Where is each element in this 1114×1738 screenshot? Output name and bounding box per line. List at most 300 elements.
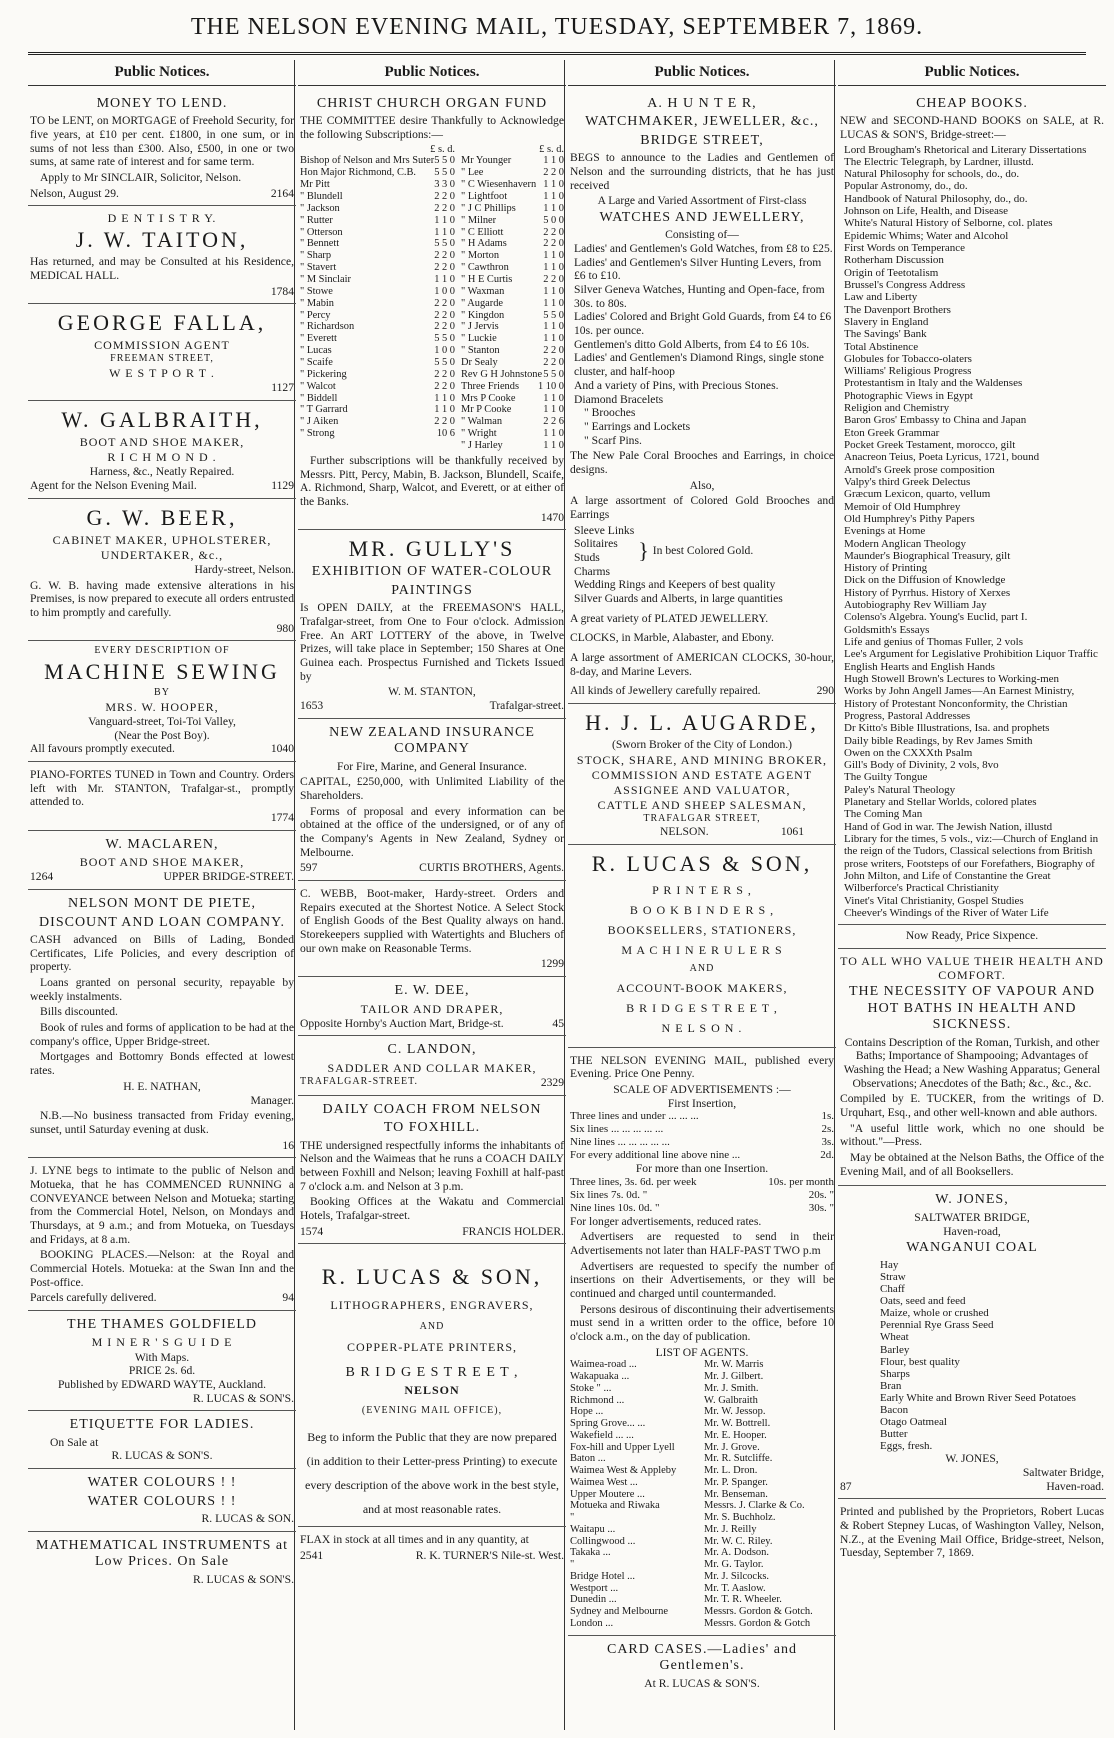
subscription-amount: 1 0 0: [434, 285, 455, 297]
ad-town: NELSON: [404, 1383, 460, 1398]
subscription-amount: 2 2 0: [434, 368, 455, 380]
ad-name: GEORGE FALLA,: [57, 310, 267, 336]
produce-item: Barley: [880, 1343, 910, 1356]
subscription-amount: 1 1 0: [543, 155, 564, 167]
ad-line: Harness, &c., Neatly Repaired.: [89, 465, 235, 479]
subscription-amount: 1 1 0: [434, 226, 455, 238]
subscription-row: [300, 167, 455, 179]
subscription-row: [300, 286, 455, 298]
agent-name: Mr. J. Smith.: [704, 1382, 759, 1394]
subscriber-name: Mr Younger: [461, 155, 512, 167]
book-item: The Savings' Bank: [844, 328, 927, 341]
agent-place: Collingwood ...: [570, 1535, 636, 1547]
subscription-amount: 3 3 0: [434, 179, 455, 191]
ad-gold: A large assortment of Colored Gold Brooches and Earrings: [570, 494, 834, 521]
gold-item: Studs: [574, 550, 600, 564]
ad-line: B O O K B I N D E R S ,: [629, 902, 775, 917]
ad-number: 1127: [271, 381, 294, 395]
subscriber-name: " Strong: [300, 428, 335, 440]
produce-item: Bran: [880, 1379, 902, 1392]
scale-price: 30s. ": [808, 1201, 834, 1214]
ad-body: Beg to inform the Public that they are now prepared (in addition to their Letter-press Printing) to execute every description of the above work in the best style, and at most reasonable rates.: [305, 1430, 559, 1516]
book-item: Memoir of Old Humphrey: [844, 500, 961, 513]
jewellery-item: Ladies' and Gentlemen's Silver Hunting Levers, from £6 to £10.: [574, 255, 822, 283]
ad-heading: NEW ZEALAND INSURANCE COMPANY: [329, 724, 535, 757]
ad-body: Bills discounted.: [40, 1005, 118, 1019]
scale-label: Six lines 7s. 0d. ": [570, 1188, 648, 1201]
subscription-row: [300, 310, 455, 322]
agents-list: [570, 1359, 834, 1629]
book-item: Law and Liberty: [844, 291, 918, 304]
ad-number: 1784: [270, 284, 294, 298]
subscription-row: [461, 393, 564, 405]
jewellery-sublist: [570, 406, 834, 447]
subscription-amount: 10 6: [436, 428, 455, 440]
ad-body: C. WEBB, Boot-maker, Hardy-street. Orders and Repairs executed at the Shortest Notice. A Select Stock of English Goods of the Best Quality always on hand. Storekeepers supplied with Watertights and Bluchers of our own make on Reasonable Terms.: [300, 887, 564, 955]
produce-item: Eggs, fresh.: [880, 1440, 933, 1453]
ad-name: G. W. BEER,: [86, 504, 238, 530]
gold-item: Sleeve Links: [574, 523, 635, 537]
scale-price: 1s.: [821, 1110, 834, 1123]
ad-mathematical: [28, 1532, 296, 1592]
subscriber-name: " Mabin: [300, 297, 334, 309]
ad-body: Advertisers are requested to send in their Advertisements not later than HALF-PAST TWO p.m: [570, 1230, 834, 1257]
subscription-amount: 2 2 0: [434, 250, 455, 262]
ad-number: 2164: [270, 186, 294, 200]
ad-money-to-lend: [28, 90, 296, 207]
book-item: White's Natural History of Selborne, col. plates: [844, 217, 1053, 230]
ad-consisting: Consisting of—: [665, 228, 739, 242]
subscription-row: [300, 369, 455, 381]
ad-body: N.B.—No business transacted from Friday evening, sunset, until Saturday evening at dusk.: [30, 1109, 294, 1136]
scale-table-2: [570, 1176, 834, 1215]
subscription-row: [461, 179, 564, 191]
ad-seller: R. LUCAS & SON.: [201, 1512, 294, 1526]
agent-name: Mr. W. Bottrell.: [704, 1418, 771, 1430]
subscription-row: [461, 345, 564, 357]
ad-flax: [298, 1527, 566, 1567]
ad-street: UPPER BRIDGE-STREET.: [163, 870, 294, 884]
money-header: £ s. d.: [539, 143, 564, 155]
column-1: [28, 60, 296, 1730]
subscription-amount: 2 2 0: [434, 380, 455, 392]
subscription-amount: 5 5 0: [543, 368, 564, 380]
ad-lucas-printers: [568, 845, 836, 1048]
ad-more: For more than one Insertion.: [635, 1162, 769, 1176]
ad-addr: Opposite Hornby's Auction Mart, Bridge-st.: [300, 1016, 504, 1030]
ad-town: R I C H M O N D .: [107, 450, 217, 465]
ad-heading: EXHIBITION OF WATER-COLOUR: [311, 564, 553, 580]
book-item: Owen on the CXXXth Psalm: [844, 746, 973, 759]
imprint: [838, 1499, 1106, 1567]
subscription-row: [461, 203, 564, 215]
book-item: Works by John Angell James—An Earnest Ministry, History of Protestant Nonconformity, the Christian Progress, Pastoral Addresses: [844, 685, 1075, 722]
ad-capital: CAPITAL, £250,000, with Unlimited Liability of the Shareholders.: [300, 775, 564, 802]
ad-sixpence: [838, 925, 1106, 949]
scale-table: [570, 1110, 834, 1162]
agent-place: Sydney and Melbourne: [570, 1606, 668, 1618]
agent-place: Baton ...: [570, 1453, 606, 1465]
ad-by: BY: [154, 687, 170, 699]
ad-booking: BOOKING PLACES.—Nelson: at the Royal and Commercial Hotels. Motueka: at the Swan Inn and the Post-office.: [30, 1248, 294, 1289]
ad-town: W E S T P O R T .: [109, 366, 215, 381]
agent-place: Fox-hill and Upper Lyell: [570, 1441, 675, 1453]
subscription-row: [461, 167, 564, 179]
subscription-amount: 1 1 0: [543, 392, 564, 404]
ad-heading: MR. GULLY'S: [348, 536, 516, 562]
subscriber-name: " H E Curtis: [461, 274, 513, 285]
scale-label: For every additional line above nine ...: [570, 1149, 741, 1162]
subscription-amount: 2 2 0: [543, 226, 564, 238]
book-item: English Hearts and English Hands: [844, 660, 995, 673]
subscription-amount: 2 2 0: [434, 309, 455, 321]
book-item: Lee's Argument for Legislative Prohibition Liquor Traffic: [844, 648, 1098, 661]
scale-row: [570, 1176, 834, 1189]
produce-item: Bacon: [880, 1403, 909, 1416]
agents-heading: LIST OF AGENTS.: [655, 1345, 749, 1359]
book-item: Religion and Chemistry: [844, 402, 950, 415]
agent-name: Mr. S. Buchholz.: [704, 1512, 776, 1524]
book-item: Epidemic Whims; Water and Alcohol: [844, 229, 1009, 242]
ad-quote: "A useful little work, which no one should be without."—Press.: [840, 1121, 1104, 1149]
column-heading: Public Notices.: [838, 60, 1106, 86]
subscription-row: [300, 393, 455, 405]
ad-street: TRAFALGAR-STREET.: [300, 1076, 419, 1088]
ad-role: BOOT AND SHOE MAKER,: [79, 855, 245, 870]
ad-signature: H. E. NATHAN,: [123, 1079, 201, 1093]
ad-sale: On Sale at: [50, 1435, 99, 1449]
subscriber-name: " Pickering: [300, 368, 347, 380]
ad-near: (Near the Post Boy).: [114, 728, 210, 742]
ad-road: Haven-road,: [943, 1224, 1001, 1238]
subscription-row: [461, 416, 564, 428]
agent-place: Waitapu ...: [570, 1523, 616, 1535]
book-item: Protestantism in Italy and the Waldenses: [844, 377, 1023, 390]
money-header: £ s. d.: [430, 143, 455, 155]
agent-name: Mr. Benseman.: [704, 1488, 768, 1500]
book-list: [840, 144, 1104, 920]
jewellery-item: And a variety of Pins, with Precious Stones.: [574, 378, 779, 392]
subscription-amount: 2 2 0: [434, 321, 455, 333]
subscriber-name: Mr Pitt: [300, 179, 330, 191]
ad-dee: [298, 977, 566, 1036]
subscription-amount: 1 1 0: [543, 440, 564, 452]
ad-agents: CURTIS BROTHERS, Agents.: [419, 861, 564, 875]
ad-pre: TO ALL WHO VALUE THEIR HEALTH AND COMFORT.: [840, 953, 1104, 983]
book-item: Old Humphrey's Pithy Papers: [844, 512, 975, 525]
subscription-amount: 5 5 0: [434, 357, 455, 369]
ad-town: NELSON.: [660, 824, 709, 838]
agent-place: Wakapuaka ...: [570, 1371, 630, 1383]
subscription-amount: 1 1 0: [543, 404, 564, 416]
scale-row: [570, 1149, 834, 1162]
ad-seller: R. LUCAS & SON'S.: [193, 1572, 294, 1586]
ad-role: SALTWATER BRIDGE,: [914, 1211, 1030, 1224]
ad-addr: Vanguard-street, Toi-Toi Valley,: [88, 715, 236, 729]
produce-item: Hay: [880, 1258, 899, 1271]
subscription-amount: 1 1 0: [543, 262, 564, 274]
ad-heading: THE NECESSITY OF VAPOUR AND HOT BATHS IN HEALTH AND SICKNESS.: [848, 984, 1096, 1033]
ad-scale: SCALE OF ADVERTISEMENTS :—: [613, 1082, 791, 1096]
subscriber-name: " Lee: [461, 167, 484, 179]
ad-first: First Insertion,: [667, 1096, 737, 1110]
ad-gully: [298, 530, 566, 718]
ad-number: 2541: [300, 1548, 324, 1562]
ad-number: 980: [276, 621, 294, 635]
agent-place: London ...: [570, 1617, 614, 1629]
subscription-amount: 2 2 0: [434, 297, 455, 309]
subscriber-name: " Kingdon: [461, 309, 505, 321]
agent-place: Upper Moutere ...: [570, 1488, 645, 1500]
ad-maps: With Maps.: [134, 1350, 190, 1364]
agent-name: Mr. W. Jessop.: [704, 1406, 766, 1418]
scale-price: 2d.: [820, 1149, 834, 1162]
ad-number: 1470: [540, 510, 564, 524]
gold-item: Charms: [574, 564, 611, 578]
book-item: Græcum Lexicon, quarto, vellum: [844, 488, 991, 501]
ad-american: A large assortment of AMERICAN CLOCKS, 30-hour, 8-day, and Marine Levers.: [570, 650, 834, 678]
ad-beer: [28, 499, 296, 642]
agent-name: Mr. T. R. Wheeler.: [704, 1594, 782, 1606]
ad-role: WATCHMAKER, JEWELLER, &c.,: [585, 114, 819, 130]
subscription-row: [461, 250, 564, 262]
ad-and: AND: [689, 963, 715, 975]
subscriber-name: " Morton: [461, 250, 500, 262]
ad-office: (EVENING MAIL OFFICE),: [361, 1405, 503, 1417]
agent-place: Waimea West & Appleby: [570, 1465, 677, 1477]
ad-street: FREEMAN STREET,: [110, 353, 214, 365]
book-item: The Coming Man: [844, 808, 923, 821]
ad-body: FLAX in stock at all times and in any quantity, at: [300, 1533, 529, 1546]
ad-nz-insurance: [298, 719, 566, 881]
book-item: Globules for Tobacco-olaters: [844, 352, 972, 365]
ad-lyne: [28, 1158, 296, 1311]
jewellery-subitem: " Earrings and Lockets: [584, 419, 691, 433]
subscriber-name: " Otterson: [300, 226, 343, 238]
book-item: Life and genius of Thomas Fuller, 2 vols: [844, 636, 1023, 649]
ad-name: E. W. DEE,: [394, 983, 470, 999]
subscriber-name: " J Jervis: [461, 321, 499, 333]
ad-body: PIANO-FORTES TUNED in Town and Country. Orders left with Mr. STANTON, Trafalgar-st., promptly attended to.: [30, 768, 294, 809]
agent-name: Mr. P. Spanger.: [704, 1476, 768, 1488]
produce-item: Otago Oatmeal: [880, 1416, 947, 1429]
agent-place: Westport ...: [570, 1582, 619, 1594]
ad-body: CASH advanced on Bills of Lading, Bonded Certificates, Life Policies, and every description of property.: [30, 933, 294, 974]
jewellery-subitem: " Scarf Pins.: [584, 433, 642, 447]
ad-heading: PAINTINGS: [391, 582, 473, 598]
subscription-row: [300, 155, 455, 167]
book-item: Cheever's Windings of the River of Water Life: [844, 906, 1049, 919]
subscription-row: [300, 262, 455, 274]
ad-maclaren: [28, 831, 296, 890]
subscription-row: [300, 215, 455, 227]
ad-line: BOOKSELLERS, STATIONERS,: [607, 922, 797, 937]
ad-name: W. MACLAREN,: [105, 836, 219, 852]
ad-falla: [28, 304, 296, 401]
subscription-row: [300, 345, 455, 357]
agent-place: Waimea West ...: [570, 1476, 638, 1488]
subscription-row: [300, 416, 455, 428]
subscription-row: [300, 381, 455, 393]
ad-vapour-baths: [838, 949, 1106, 1187]
ad-heading: D E N T I S T R Y.: [107, 211, 217, 226]
ad-broker: (Sworn Broker of the City of London.): [612, 737, 792, 751]
subscription-amount: 1 1 0: [434, 392, 455, 404]
subscription-row: [300, 238, 455, 250]
subscription-row: [461, 333, 564, 345]
ad-signature: R. K. TURNER'S Nile-st. West.: [415, 1548, 564, 1562]
subscriber-name: " C Wiesenhavern: [461, 179, 537, 191]
ad-signature: Saltwater Bridge,: [1022, 1466, 1104, 1480]
ad-number: 1653: [300, 698, 324, 712]
subscription-amount: 1 1 0: [434, 404, 455, 416]
ad-repair: All kinds of Jewellery carefully repaired.: [570, 684, 761, 698]
subscriber-name: " C Elliott: [461, 226, 504, 238]
book-item: Wilberforce's Practical Christianity: [844, 882, 999, 895]
ad-street: Hardy-street, Nelson.: [194, 562, 294, 576]
subscriber-name: " Walman: [461, 416, 503, 428]
ad-organ-fund: [298, 90, 566, 531]
ad-compiled: Compiled by E. TUCKER, from the writings of D. Urquhart, Esq., and other well-known and able authors.: [840, 1092, 1104, 1120]
book-item: Autobiography Rev William Jay: [844, 599, 987, 612]
ad-intro: THE NELSON EVENING MAIL, published every Evening. Price One Penny.: [570, 1053, 834, 1081]
subscriber-name: " Cawthron: [461, 262, 509, 274]
book-item: The Davenport Brothers: [844, 303, 951, 316]
ad-number: 2329: [540, 1076, 564, 1090]
ad-body: TO be LENT, on MORTGAGE of Freehold Security, for five years, at £10 per cent. £1800, in one sum, or in sums of not less than £300. Also, £500, in one or two sums, at same rate of interest and for same term.: [30, 114, 294, 169]
agent-name: Mr. W. Marris: [704, 1359, 764, 1371]
subscription-amount: 2 2 0: [543, 274, 564, 285]
scale-label: Nine lines 10s. 0d. ": [570, 1201, 660, 1214]
ad-hunter: [568, 90, 836, 704]
agent-place: Takaka ...: [570, 1547, 611, 1559]
ad-name: A. H U N T E R,: [647, 95, 757, 111]
scale-label: Three lines, 3s. 6d. per week: [570, 1175, 697, 1188]
ad-role: UNDERTAKER, &c.,: [100, 547, 224, 562]
produce-item: Early White and Brown River Seed Potatoes: [880, 1391, 1076, 1404]
agent-place: Hope ...: [570, 1406, 604, 1418]
ad-number: 1574: [300, 1224, 324, 1238]
subscription-amount: 1 1 0: [543, 250, 564, 262]
ad-augarde: [568, 704, 836, 845]
book-item: History of Pyrrhus. History of Xerxes: [844, 586, 1011, 599]
subscription-list: [300, 144, 564, 452]
subscriber-name: " Stanton: [461, 345, 500, 357]
book-item: Paley's Natural Theology: [844, 783, 956, 796]
agent-place: Richmond ...: [570, 1394, 625, 1406]
subscription-amount: 1 1 0: [543, 179, 564, 191]
ad-role: COMMISSION AGENT: [94, 338, 230, 353]
ad-more: The New Pale Coral Brooches and Earrings, in choice designs.: [570, 449, 834, 476]
ad-etiquette: [28, 1411, 296, 1469]
book-item: Dick on the Diffusion of Knowledge: [844, 574, 1006, 587]
ad-and: AND: [419, 1320, 445, 1332]
scale-row: [570, 1110, 834, 1123]
book-item: The Guilty Tongue: [844, 771, 928, 784]
book-item: Dr Kitto's Bible Illustrations, Isa. and prophets: [844, 722, 1050, 735]
ad-pre: EVERY DESCRIPTION OF: [94, 645, 230, 657]
ad-signature: W. M. STANTON,: [388, 685, 476, 699]
subscription-amount: 2 2 0: [543, 167, 564, 179]
ad-body: Has returned, and may be Consulted at his Residence, MEDICAL HALL.: [30, 255, 294, 283]
ad-line: ASSIGNEE AND VALUATOR,: [613, 782, 791, 797]
ad-heading: NELSON MONT DE PIETE,: [68, 896, 256, 912]
subscription-amount: 1 1 0: [434, 274, 455, 285]
produce-item: Perennial Rye Grass Seed: [880, 1319, 994, 1332]
ad-galbraith: [28, 401, 296, 499]
ad-role: BOOT AND SHOE MAKER,: [79, 435, 245, 450]
ad-heading: WATER COLOURS ! !: [87, 1475, 237, 1491]
produce-item: Chaff: [880, 1283, 905, 1296]
subscriber-name: Three Friends: [461, 380, 519, 392]
agent-name: Mr. G. Taylor.: [704, 1559, 764, 1571]
ad-number: 1129: [271, 479, 294, 493]
ad-thames: [28, 1311, 296, 1411]
book-item: Eton Greek Grammar: [844, 426, 940, 439]
book-item: Origin of Teetotalism: [844, 266, 939, 279]
agent-name: W. Galbraith: [704, 1394, 758, 1406]
subscription-row: [300, 333, 455, 345]
ad-line: All favours promptly executed.: [30, 742, 175, 756]
subscriber-name: " Scaife: [300, 357, 333, 369]
agent-place: Waimea-road ...: [570, 1359, 637, 1371]
book-item: Handbook of Natural Philosophy, do., do.: [844, 192, 1028, 205]
book-item: Maunder's Biographical Treasury, gilt: [844, 549, 1011, 562]
agent-name: Mr. A. Dodson.: [704, 1547, 770, 1559]
scale-label: Nine lines ... ... ... ... ...: [570, 1136, 670, 1149]
subscription-amount: 2 2 0: [543, 345, 564, 357]
subscription-amount: 1 1 0: [543, 321, 564, 333]
subscriber-name: " T Garrard: [300, 404, 348, 416]
ad-sewing: [28, 641, 296, 762]
ad-name: R. LUCAS & SON,: [591, 850, 813, 876]
book-item: Slavery in England: [844, 315, 929, 328]
ad-number: 1040: [270, 742, 294, 756]
subscription-row: [300, 357, 455, 369]
ad-signature: W. JONES,: [945, 1452, 999, 1466]
subscriber-name: " H Adams: [461, 238, 507, 250]
subscription-row: [461, 381, 564, 393]
ad-plated: A great variety of PLATED JEWELLERY.: [570, 611, 769, 625]
ad-role: CABINET MAKER, UPHOLSTERER,: [52, 532, 272, 547]
book-item: The Electric Telegraph, by Lardner, illustd.: [844, 155, 1034, 168]
subscription-row: [461, 440, 564, 452]
agent-name: Mr. J. Grove.: [704, 1441, 760, 1453]
ad-number: 1299: [540, 957, 564, 971]
ad-number: 290: [816, 684, 834, 698]
subscription-amount: 2 2 0: [543, 357, 564, 369]
subscriber-name: Mr P Cooke: [461, 404, 512, 416]
ad-body: J. LYNE begs to intimate to the public of Nelson and Motueka, that he has COMMENCED RUNNING a CONVEYANCE between Nelson and Motueka; starting from the Commercial Hotel, Nelson, on Mondays and Thursdays, at 9 a.m.; and from Motueka, on Tuesdays and Fridays, at 8 a.m.: [30, 1164, 294, 1246]
ad-card-cases: [568, 1636, 836, 1696]
subscription-row: [461, 191, 564, 203]
subscriber-name: " Stowe: [300, 285, 333, 297]
agent-name: Messrs. J. Clarke & Co.: [704, 1500, 805, 1512]
ad-acct: ACCOUNT-BOOK MAKERS,: [616, 981, 788, 996]
subscription-amount: 1 1 0: [543, 297, 564, 309]
ad-coach: [298, 1096, 566, 1245]
ad-footer: Further subscriptions will be thankfully received by Messrs. Pitt, Percy, Mabin, B. Jackson, Blundell, Scaife, A. Richmond, Sharp, Walcot, and Everett, or at either of the Banks.: [300, 453, 564, 508]
subscription-row: [300, 203, 455, 215]
ad-name: C. LANDON,: [387, 1042, 477, 1058]
subscription-amount: 2 2 6: [543, 416, 564, 428]
ad-name: MRS. W. HOOPER,: [105, 699, 219, 714]
ad-sub: For Fire, Marine, and General Insurance.: [337, 759, 527, 773]
agent-name: Mr. L. Dron.: [704, 1465, 758, 1477]
ad-webb: [298, 881, 566, 977]
subscription-amount: 1 0 0: [434, 345, 455, 357]
subscriber-name: " Everett: [300, 333, 337, 345]
